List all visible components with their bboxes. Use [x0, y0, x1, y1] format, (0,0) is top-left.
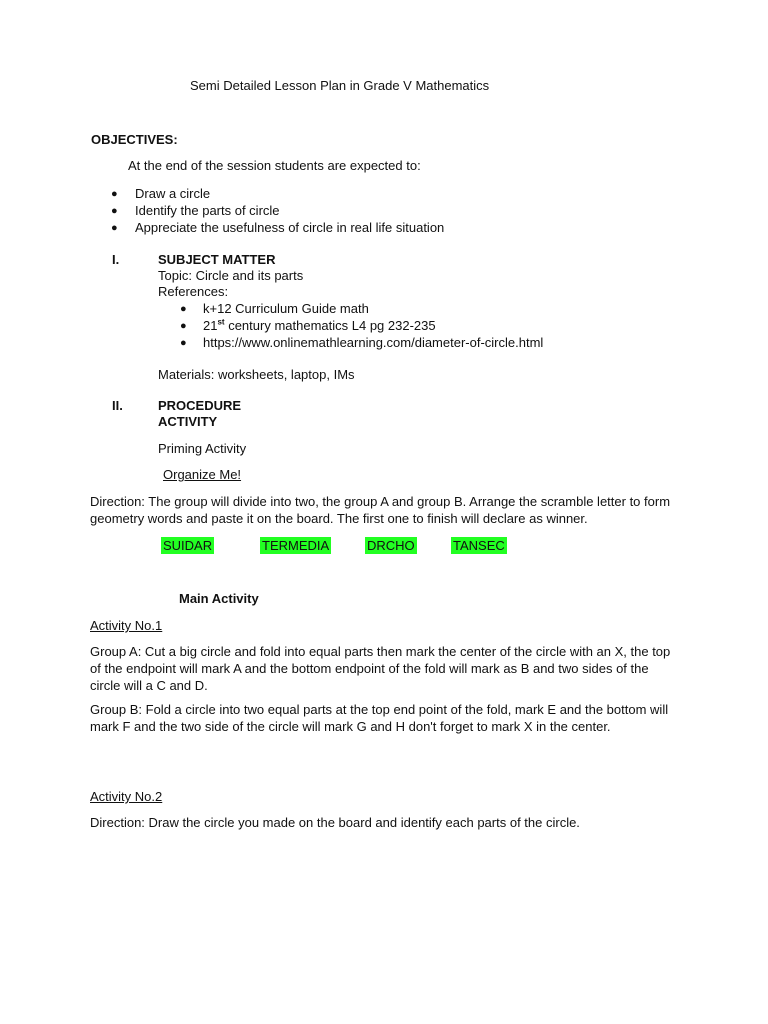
reference-url: https://www.onlinemathlearning.com/diameter-of-circle.html [203, 335, 544, 350]
subject-matter-heading: SUBJECT MATTER [158, 252, 276, 267]
scrambled-word: DRCHO [367, 538, 415, 553]
activity-1-label: Activity No.1 [90, 618, 163, 633]
bullet-icon: ● [111, 205, 118, 217]
procedure-direction: Direction: The group will divide into two, the group A and group B. Arrange the scramble letter to form geometry words and paste it on the board. The first one to finish will declare as winner. [90, 494, 671, 526]
topic-line: Topic: Circle and its parts [158, 268, 304, 283]
activity-2-direction: Direction: Draw the circle you made on the board and identify each parts of the circle. [90, 815, 580, 830]
activity-subheading: ACTIVITY [158, 414, 218, 429]
objectives-heading: OBJECTIVES: [91, 132, 178, 147]
references-label: References: [158, 284, 229, 299]
activity-2-label: Activity No.2 [90, 789, 163, 804]
scrambled-word: SUIDAR [163, 538, 213, 553]
section-numeral-2: II. [112, 398, 123, 413]
objective-item: Appreciate the usefulness of circle in real life situation [135, 220, 445, 235]
reference-item: k+12 Curriculum Guide math [203, 301, 369, 316]
group-b-text: Group B: Fold a circle into two equal parts at the top end point of the fold, mark E and the bottom will mark F and the two side of the circle will mark G and H don't forget to mark X in the center. [90, 702, 669, 734]
group-a-text: Group A: Cut a big circle and fold into equal parts then mark the center of the circle with an X, the top of the endpoint will mark A and the bottom endpoint of the fold will mark as B and two sides of the circle will a C and D. [90, 644, 671, 693]
objective-item: Identify the parts of circle [135, 203, 280, 218]
procedure-heading: PROCEDURE [158, 398, 242, 413]
scrambled-word: TANSEC [453, 538, 505, 553]
bullet-icon: ● [111, 188, 118, 200]
page-title: Semi Detailed Lesson Plan in Grade V Mathematics [190, 78, 490, 93]
objectives-intro: At the end of the session students are expected to: [128, 158, 421, 173]
section-numeral-1: I. [112, 252, 120, 267]
bullet-icon: ● [180, 303, 187, 315]
scrambled-word: TERMEDIA [262, 538, 330, 553]
reference-item: 21st century mathematics L4 pg 232-235 [203, 317, 436, 333]
bullet-icon: ● [180, 337, 187, 349]
bullet-icon: ● [111, 222, 118, 234]
objective-item: Draw a circle [135, 186, 211, 201]
priming-activity: Priming Activity [158, 441, 247, 456]
organize-me-title: Organize Me! [163, 467, 242, 482]
bullet-icon: ● [180, 320, 187, 332]
main-activity-heading: Main Activity [179, 591, 259, 606]
materials-line: Materials: worksheets, laptop, IMs [158, 367, 355, 382]
